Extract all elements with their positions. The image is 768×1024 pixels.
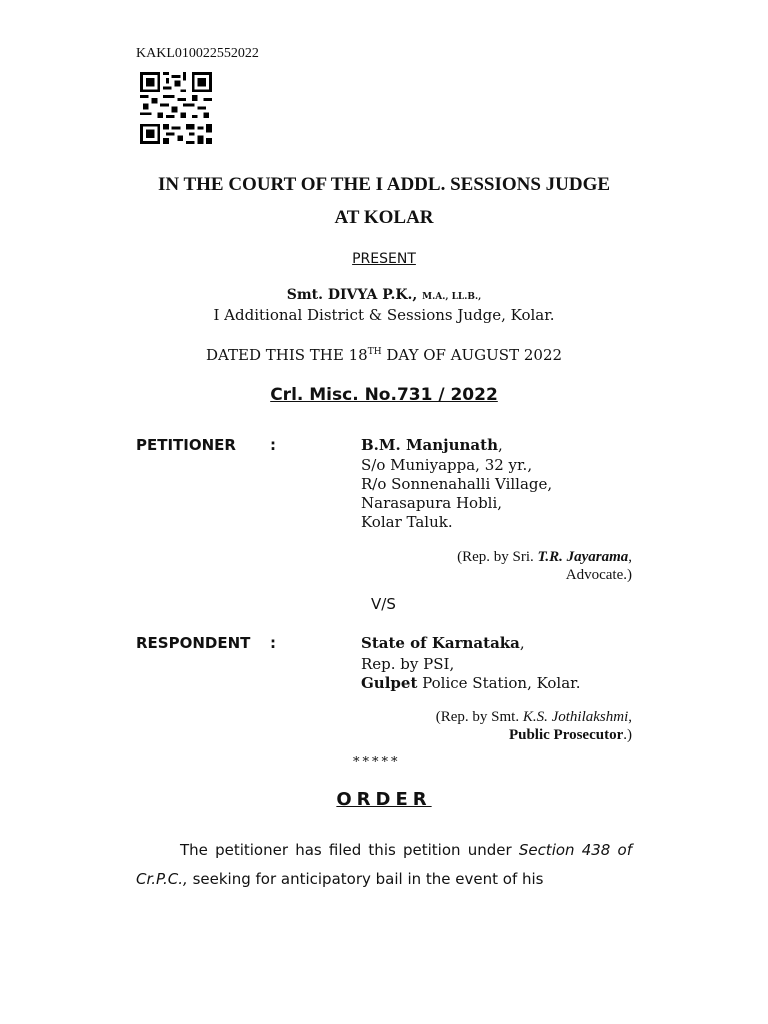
petitioner-address-line: Kolar Taluk. — [361, 513, 453, 531]
petitioner-label: PETITIONER — [136, 436, 236, 454]
case-number-title: Crl. Misc. No.731 / 2022 — [270, 385, 498, 405]
versus-label: V/S — [371, 595, 396, 613]
court-title-line-1: IN THE COURT OF THE I ADDL. SESSIONS JUDGE — [157, 174, 611, 195]
paragraph-text-2: seeking for anticipatory bail in the event of his — [187, 870, 544, 888]
respondent-detail-line: Rep. by PSI, — [361, 655, 455, 673]
petitioner-name — [361, 436, 503, 454]
respondent-label: RESPONDENT — [136, 634, 251, 652]
judge-degrees: M.A., LL.B., — [422, 292, 482, 302]
date-rest: DAY OF AUGUST 2022 — [381, 346, 563, 364]
date-ordinal-suffix: TH — [367, 347, 382, 357]
judge-designation: I Additional District & Sessions Judge, Kolar. — [213, 306, 555, 324]
section-separator: ***** — [353, 755, 401, 770]
case-number-code: KAKL010022552022 — [136, 46, 259, 61]
respondent-name — [361, 634, 525, 652]
paragraph-section-ref: Section 438 of Cr.P.C., — [136, 841, 632, 888]
petitioner-name-text: B.M. Manjunath — [361, 436, 498, 454]
judge-name-text: Smt. DIVYA P.K., — [286, 287, 418, 303]
qr-code-icon — [140, 72, 212, 144]
respondent-counsel — [436, 709, 632, 726]
petitioner-address-line: Narasapura Hobli, — [361, 494, 503, 512]
order-date — [0, 346, 768, 364]
respondent-counsel-name: K.S. Jothilakshmi — [522, 709, 629, 725]
respondent-counsel-trail: , — [628, 709, 632, 725]
petitioner-address-line: S/o Muniyappa, 32 yr., — [361, 456, 533, 474]
court-title-line-2: AT KOLAR — [334, 207, 434, 228]
respondent-colon: : — [270, 634, 276, 652]
respondent-counsel-role — [509, 727, 632, 744]
petitioner-colon: : — [270, 436, 276, 454]
order-paragraph — [136, 836, 632, 894]
petitioner-counsel-trail: , — [628, 549, 632, 565]
respondent-station-name: Gulpet — [361, 674, 418, 692]
petitioner-name-trail: , — [497, 436, 503, 454]
petitioner-counsel — [457, 549, 632, 566]
date-prefix: DATED THIS THE 18 — [205, 346, 368, 364]
judge-name — [0, 287, 768, 303]
respondent-counsel-prefix: (Rep. by Smt. — [435, 709, 523, 725]
petitioner-counsel-role: Advocate.) — [565, 567, 632, 583]
respondent-name-text: State of Karnataka — [361, 634, 520, 652]
respondent-station-rest: Police Station, Kolar. — [417, 674, 581, 692]
respondent-name-trail: , — [519, 634, 525, 652]
petitioner-address-line: R/o Sonnenahalli Village, — [361, 475, 553, 493]
petitioner-counsel-name: T.R. Jayarama — [537, 549, 629, 565]
petitioner-counsel-prefix: (Rep. by Sri. — [457, 549, 538, 565]
respondent-police-station — [361, 674, 580, 692]
order-heading: ORDER — [336, 789, 432, 810]
respondent-counsel-role-text: Public Prosecutor — [508, 727, 624, 743]
present-label: PRESENT — [352, 251, 416, 267]
respondent-counsel-role-trail: .) — [623, 727, 632, 743]
paragraph-text-1: The petitioner has filed this petition under — [180, 841, 519, 859]
